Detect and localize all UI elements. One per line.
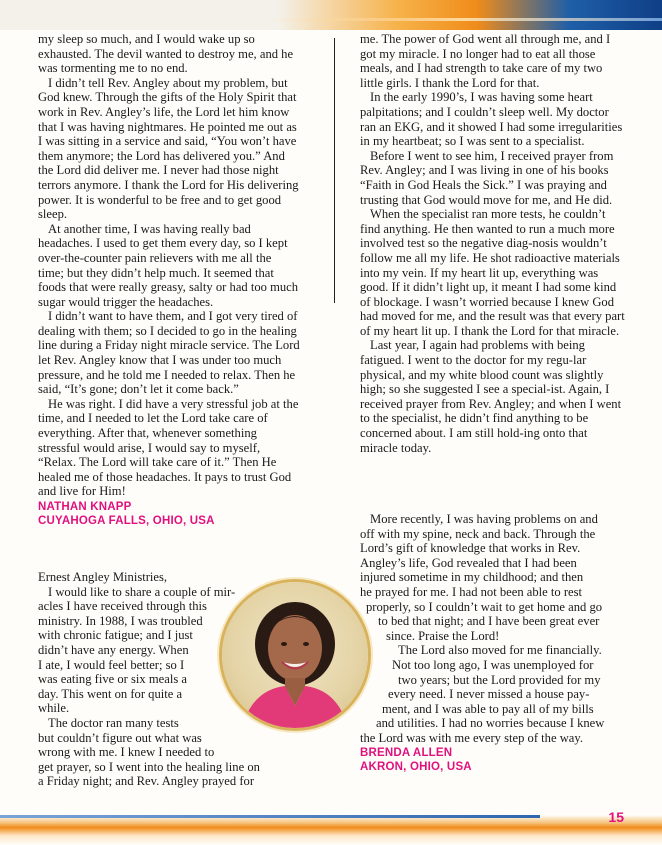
paragraph: I didn’t tell Rev. Angley about my problem, but God knew. Through the gifts of the Holy Spirit that work in Rev. Angley’s life, the Lord let him know that I was having nightmares. He pointed me out as I was sitting in a service and said, “You won’t have them anymore; the Lord has delivered you.” And the Lord did deliver me. I never had those night terrors anymore. I thank the Lord for His delivering power. It is wonderful to be free and to get good sleep. [38,75,299,222]
paragraph: At another time, I was having really bad headaches. I used to get them every day, so I kept over-the-counter pain relievers with me all the time; but they didn’t help much. It seemed that foods that were really greasy, salty or had too much sugar would trigger the headaches. [38,221,299,309]
text-line: The Lord also moved for me financially. [398,643,602,658]
text-line: was eating five or six meals a [38,672,187,687]
text-line: the Lord was with me every step of the way. [360,730,584,745]
text-line: ment, and I was able to pay all of my bills [382,701,594,716]
letter-salutation: Ernest Angley Ministries, [38,570,168,584]
text-line: while. [38,701,70,716]
paragraph: me. The power of God went all through me, and I got my miracle. I no longer had to eat all those meals, and I had strength to take care of my two little girls. I thank the Lord for that. [360,32,611,90]
left-column [38,32,300,528]
signature-name: NATHAN KNAPP [38,501,132,513]
paragraph: In the early 1990’s, I was having some heart palpitations; and I couldn’t sleep well. My doctor ran an EKG, and it showed I had some irregularities in my heartbeat; so I was sent to a specialist. [360,90,623,149]
text-line: wrong with me. I knew I needed to [38,745,215,760]
text-line: he prayed for me. I had not been able to rest [360,584,583,599]
paragraph: Before I went to see him, I received prayer from Rev. Angley; and I was living in one of his books “Faith in God Heals the Sick.” I was praying and trusting that God would move for me, and He did. [360,148,614,207]
bottom-blue-stripe [0,815,540,818]
text-line: to bed that night; and I have been great ever [378,614,600,629]
text-line: get prayer, so I went into the healing line on [38,759,260,774]
text-line: ministry. In 1988, I was troubled [38,613,203,628]
signature-place: CUYAHOGA FALLS, OHIO, USA [38,515,215,527]
text-line: acles I have received through this [38,599,207,614]
portrait-illustration [222,582,368,728]
text-line: but couldn’t figure out what was [38,730,202,745]
paragraph: my sleep so much, and I would wake up so exhausted. The devil wanted to destroy me, and he was tormenting me to no end. [38,32,294,76]
text-line: didn’t have any energy. When [38,642,189,657]
text-line: properly, so I couldn’t wait to get home and go [366,599,603,614]
paragraph: He was right. I did have a very stressful job at the time, and I needed to let the Lord take care of everything. After that, whenever something stressful would arise, I would say to myself, “Relax. The Lord will take care of it.” Then He healed me of those headaches. It pays to trust God and live for Him! [38,396,299,499]
page-number: 15 [608,809,624,825]
column-divider [334,38,335,303]
text-line: I ate, I would feel better; so I [38,657,185,672]
right-wrapped-text [360,512,604,774]
paragraph: I didn’t want to have them, and I got very tired of dealing with them; so I decided to go in the healing line during a Friday night miracle service. The Lord let Rev. Angley know that I was under too much pressure, and he told me I needed to relax. Then he said, “It’s gone; don’t let it come back.” [38,309,300,397]
text-line: injured sometime in my childhood; and then [360,570,584,585]
right-column [360,32,625,455]
text-line: a Friday night; and Rev. Angley prayed for [38,774,255,789]
signature-name: BRENDA ALLEN [360,746,453,759]
text-line: and utilities. I had no worries because I knew [376,716,605,731]
text-line: with chronic fatigue; and I just [38,628,193,643]
text-line: two years; but the Lord provided for my [398,672,601,687]
text-line: I would like to share a couple of mir- [48,584,236,599]
signature-place: AKRON, OHIO, USA [360,760,472,773]
text-line: day. This went on for quite a [38,686,183,701]
top-decorative-banner [0,0,662,30]
paragraph: Last year, I again had problems with being fatigued. I went to the doctor for my regu-lar physical, and my white blood count was slightly high; so she suggested I see a special-ist. Again, I received prayer from Rev. Angley; and when I went to the specialist, he didn’t find anything to be concerned about. I am still hold-ing onto that miracle today. [360,338,622,455]
text-line: since. Praise the Lord! [386,628,500,643]
text-line: off with my spine, neck and back. Through the [360,526,596,541]
bottom-decorative-banner [0,799,662,845]
paragraph: When the specialist ran more tests, he couldn’t find anything. He then wanted to run a much more involved test so the negative diag-nosis wouldn’t follow me all my life. He shot radioactive materials into my vein. If my heart lit up, everything was good. If it didn’t light up, it meant I had some kind of blockage. I wasn’t worried because I knew God had moved for me, and the result was that every part of my heart lit up. I thank the Lord for that miracle. [360,207,625,338]
portrait-photo [222,582,368,728]
text-line: The doctor ran many tests [48,715,179,730]
text-line: Angley’s life, God revealed that I had been [360,555,577,570]
text-line: Lord’s gift of knowledge that works in Rev. [360,541,581,556]
text-line: More recently, I was having problems on and [370,512,598,526]
text-line: every need. I never missed a house pay- [388,687,590,702]
text-line: Not too long ago, I was unemployed for [392,657,594,672]
